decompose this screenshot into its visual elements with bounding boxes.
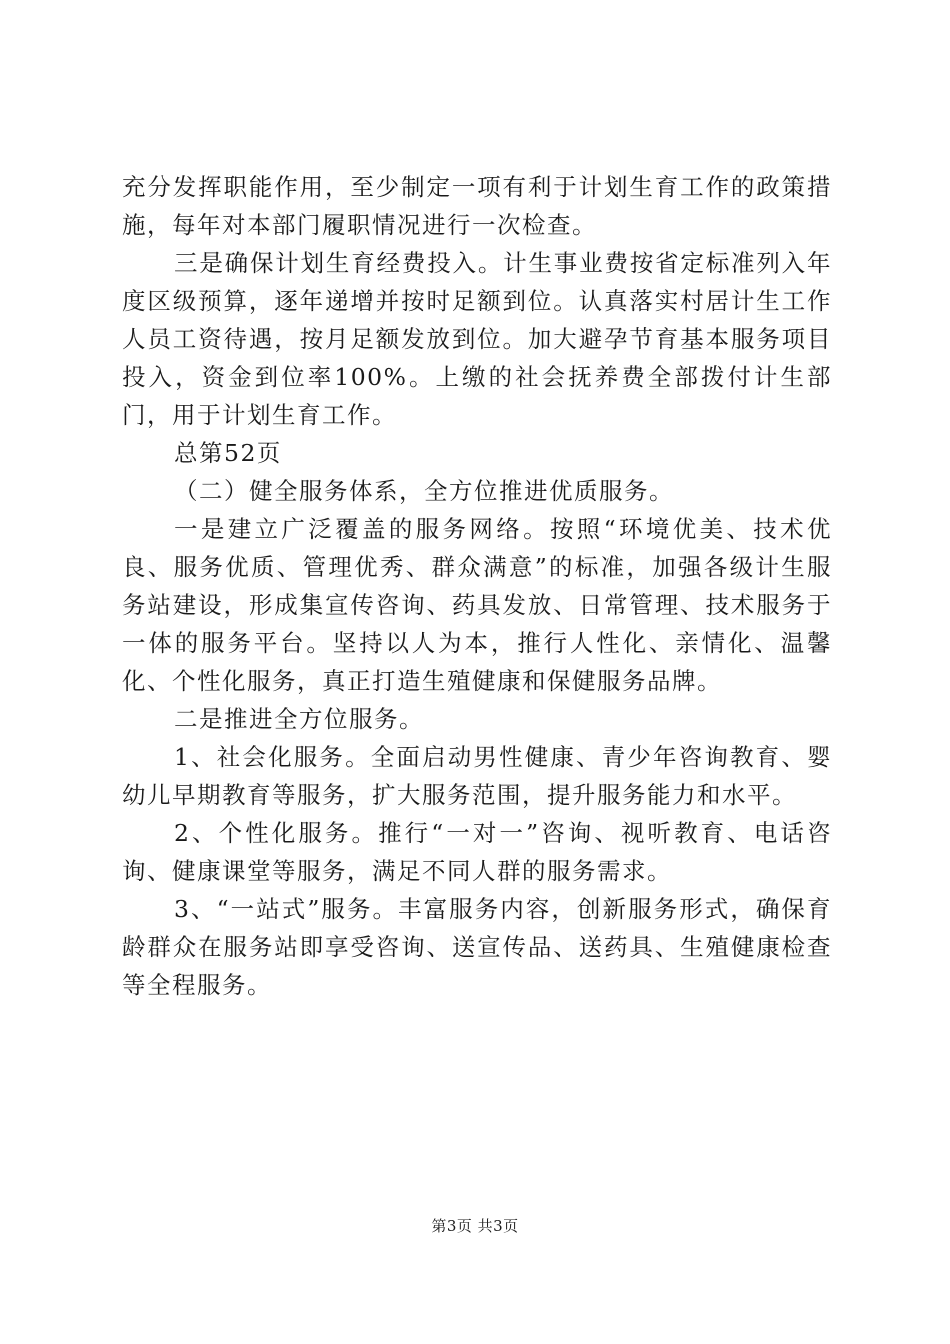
list-item-one-stop-service: 3、“一站式”服务。丰富服务内容，创新服务形式，确保育龄群众在服务站即享受咨询、送宣传品、送药具、生殖健康检查等全程服务。 <box>122 895 832 999</box>
page-total-note: 总第52页 <box>174 439 282 467</box>
paragraph-all-round-service: 二是推进全方位服务。 <box>174 705 424 733</box>
paragraph-continuation: 充分发挥职能作用，至少制定一项有利于计划生育工作的政策措施，每年对本部门履职情况进行一次检查。 <box>122 173 832 239</box>
list-item-socialized-service: 1、社会化服务。全面启动男性健康、青少年咨询教育、婴幼儿早期教育等服务，扩大服务范围，提升服务能力和水平。 <box>122 743 832 809</box>
section-heading: （二）健全服务体系，全方位推进优质服务。 <box>174 477 674 505</box>
document-body <box>122 168 832 1004</box>
page-footer: 第3页 共3页 <box>431 1217 519 1235</box>
paragraph-funding: 三是确保计划生育经费投入。计生事业费按省定标准列入年度区级预算，逐年递增并按时足额到位。认真落实村居计生工作人员工资待遇，按月足额发放到位。加大避孕节育基本服务项目投入，资金到位率100%。上缴的社会抚养费全部拨付计生部门，用于计划生育工作。 <box>122 249 832 429</box>
paragraph-service-network: 一是建立广泛覆盖的服务网络。按照“环境优美、技术优良、服务优质、管理优秀、群众满意”的标准，加强各级计生服务站建设，形成集宣传咨询、药具发放、日常管理、技术服务于一体的服务平台。坚持以人为本，推行人性化、亲情化、温馨化、个性化服务，真正打造生殖健康和保健服务品牌。 <box>122 515 832 695</box>
list-item-personalized-service: 2、个性化服务。推行“一对一”咨询、视听教育、电话咨询、健康课堂等服务，满足不同人群的服务需求。 <box>122 819 832 885</box>
